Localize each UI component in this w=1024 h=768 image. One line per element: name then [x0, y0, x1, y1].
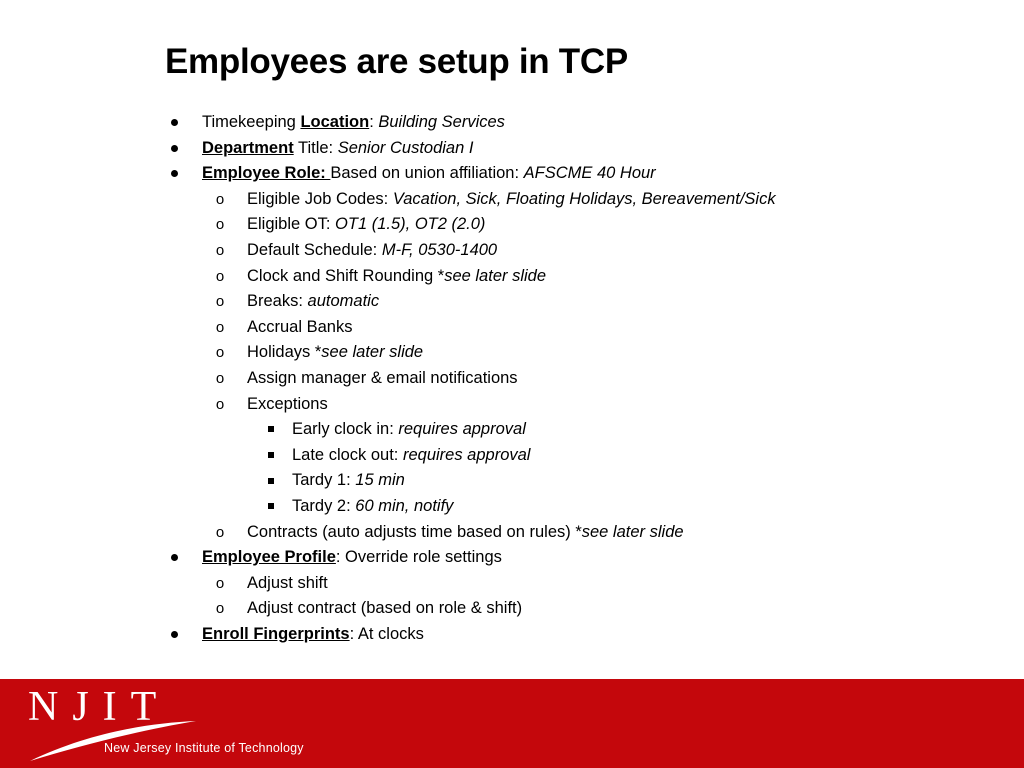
bullet-item-level-2 [0, 264, 1024, 290]
bullet-label-text: Tardy 1: [292, 471, 356, 490]
bullet-item-level-2 [0, 340, 1024, 366]
bullet-label-text: : Override role settings [335, 548, 502, 567]
bullet-text [247, 520, 684, 546]
bullet-circle-marker: o [215, 344, 225, 362]
bullet-heading-text: Department [202, 138, 294, 157]
bullet-label-text: Tardy 2: [292, 496, 356, 515]
bullet-label-text: Contracts (auto adjusts time based on rules) * [247, 522, 582, 541]
bullet-value-text: requires approval [402, 445, 531, 464]
bullet-heading-text: Enroll Fingerprints [202, 624, 350, 643]
bullet-circle-marker: o [215, 267, 225, 285]
bullet-text [247, 571, 328, 597]
bullet-item-level-2 [0, 392, 1024, 418]
bullet-item-level-3 [0, 468, 1024, 494]
bullet-text [247, 187, 776, 213]
bullet-circle-marker: o [215, 318, 225, 336]
bullet-item-level-2 [0, 289, 1024, 315]
bullet-text [247, 264, 546, 290]
bullet-text [202, 622, 424, 648]
bullet-text [202, 110, 505, 136]
bullet-square-icon [261, 417, 281, 443]
bullet-value-text: Senior Custodian I [337, 138, 474, 157]
logo-letters: NJIT [28, 684, 171, 730]
bullet-square-icon [261, 494, 281, 520]
bullet-text [247, 392, 328, 418]
bullet-text [247, 596, 522, 622]
bullet-dot-icon [164, 622, 184, 648]
bullet-item-level-2 [0, 212, 1024, 238]
bullet-item-level-2 [0, 520, 1024, 546]
bullet-label-text: Timekeeping [202, 113, 301, 131]
bullet-value-text: Vacation, Sick, Floating Holidays, Bereavement/Sick [392, 189, 776, 208]
bullet-value-text: 15 min [355, 471, 405, 490]
bullet-circle-marker: o [215, 293, 225, 311]
bullet-text [202, 161, 656, 187]
bullet-label-text: : At clocks [349, 624, 424, 643]
bullet-value-text: M-F, 0530-1400 [381, 240, 498, 259]
bullet-item-level-2 [0, 187, 1024, 213]
bullet-circle-marker: o [215, 600, 225, 618]
bullet-item-level-3 [0, 443, 1024, 469]
bullet-label-text: Accrual Banks [247, 317, 353, 336]
bullet-text [292, 494, 453, 520]
bullet-value-text: automatic [307, 292, 380, 311]
bullet-item-level-1 [0, 110, 1024, 136]
bullet-text [247, 289, 379, 315]
bullet-text [247, 366, 518, 392]
bullet-value-text: Building Services [378, 113, 505, 131]
bullet-item-level-2 [0, 238, 1024, 264]
bullet-item-level-3 [0, 417, 1024, 443]
bullet-text [247, 238, 497, 264]
bullet-item-level-2 [0, 315, 1024, 341]
bullet-circle-marker: o [215, 574, 225, 592]
bullet-list [0, 110, 1024, 647]
bullet-dot-icon [164, 161, 184, 187]
bullet-heading-text: Employee Role: [202, 164, 331, 183]
bullet-dot-icon [164, 110, 184, 136]
bullet-dot-icon [164, 136, 184, 162]
bullet-label-text: Default Schedule: [247, 240, 382, 259]
bullet-value-text: AFSCME 40 Hour [523, 164, 656, 183]
bullet-heading-text: Location [300, 113, 370, 131]
bullet-square-icon [261, 468, 281, 494]
bullet-text [292, 443, 530, 469]
bullet-item-level-3 [0, 494, 1024, 520]
bullet-circle-marker: o [215, 190, 225, 208]
bullet-value-text: see later slide [321, 343, 424, 362]
bullet-label-text: Adjust shift [247, 573, 328, 592]
bullet-text [247, 315, 352, 341]
bullet-item-level-1 [0, 545, 1024, 571]
footer-bar [0, 679, 1024, 768]
bullet-value-text: OT1 (1.5), OT2 (2.0) [335, 215, 486, 234]
njit-logo [28, 685, 318, 765]
bullet-text [247, 212, 485, 238]
bullet-label-text: Assign manager & email notifications [247, 368, 518, 387]
bullet-text [292, 468, 405, 494]
logo-subtitle: New Jersey Institute of Technology [104, 741, 304, 755]
bullet-item-level-2 [0, 596, 1024, 622]
bullet-label-text: Adjust contract (based on role & shift) [247, 599, 523, 618]
slide-title: Employees are setup in TCP [165, 42, 628, 81]
bullet-label-text: Clock and Shift Rounding * [247, 266, 445, 285]
bullet-heading-text: Employee Profile [202, 548, 336, 567]
bullet-label-text: Early clock in: [292, 420, 399, 439]
bullet-item-level-1 [0, 136, 1024, 162]
bullet-square-icon [261, 443, 281, 469]
bullet-item-level-2 [0, 366, 1024, 392]
bullet-value-text: see later slide [581, 522, 684, 541]
bullet-text [202, 545, 502, 571]
bullet-circle-marker: o [215, 395, 225, 413]
bullet-value-text: 60 min, notify [355, 496, 454, 515]
bullet-label-text: Breaks: [247, 292, 308, 311]
bullet-label-text: Late clock out: [292, 445, 403, 464]
bullet-value-text: see later slide [444, 266, 547, 285]
bullet-text [202, 136, 473, 162]
bullet-label-text: Based on union affiliation: [330, 164, 524, 183]
bullet-circle-marker: o [215, 241, 225, 259]
bullet-circle-marker: o [215, 369, 225, 387]
bullet-item-level-2 [0, 571, 1024, 597]
bullet-item-level-1 [0, 622, 1024, 648]
bullet-label-text: Holidays * [247, 343, 322, 362]
bullet-item-level-1 [0, 161, 1024, 187]
bullet-text [247, 340, 423, 366]
bullet-value-text: requires approval [398, 420, 526, 439]
bullet-label-text: : [369, 113, 379, 131]
bullet-label-text: Exceptions [247, 394, 328, 413]
bullet-label-text: Eligible Job Codes: [247, 189, 393, 208]
bullet-dot-icon [164, 545, 184, 571]
bullet-text [292, 417, 526, 443]
bullet-label-text: Title: [293, 138, 338, 157]
bullet-circle-marker: o [215, 523, 225, 541]
bullet-circle-marker: o [215, 216, 225, 234]
bullet-label-text: Eligible OT: [247, 215, 336, 234]
